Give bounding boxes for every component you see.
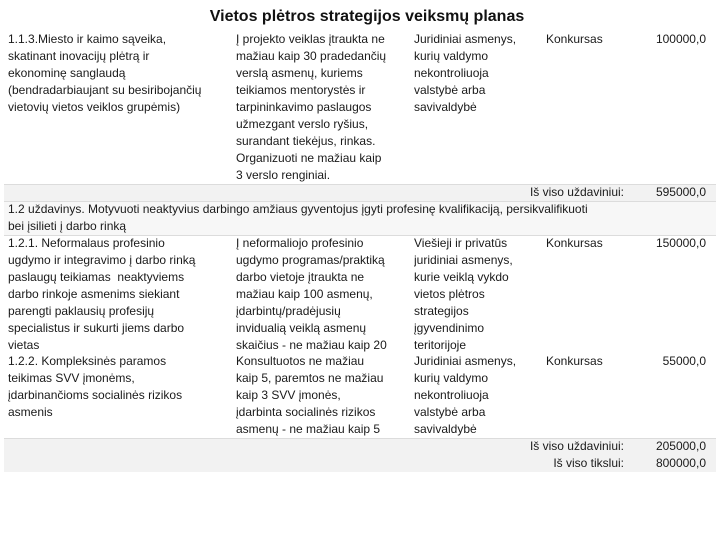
row-1-2-1-measure: 1.2.1. Neformalaus profesinio ugdymo ir integravimo į darbo rinką paslaugų teikiamas neaktyviems darbo rinkoje asmenims siekiant parengti paklausių profesijų specialistus ir sukurti jiems darbo vietas xyxy=(8,236,196,352)
row-1-1-3-indicator: Į projekto veiklas įtraukta ne mažiau kaip 30 pradedančių verslą asmenų, kuriems teikiamos mentorystės ir tarpininkavimo paslaugos užmezgant verslo ryšius, surandant tiekėjus, rinkas. Organizuoti ne mažiau kaip 3 verslo renginiai. xyxy=(236,32,387,182)
row-1-2-1-amount: 150000,0 xyxy=(655,236,706,250)
row-1-2-2-applicants: Juridiniai asmenys, kurių valdymo nekontroliuoja valstybė arba savivaldybė xyxy=(414,354,517,436)
total-label: Iš viso tikslui: xyxy=(553,456,624,470)
task-1-2-line-2: bei įsilieti į darbo rinką xyxy=(8,219,127,233)
page-title: Vietos plėtros strategijos veiksmų planas xyxy=(209,8,525,25)
total-value: 800000,0 xyxy=(655,456,706,470)
subtotal-2-value: 205000,0 xyxy=(655,439,706,453)
row-1-1-3-amount: 100000,0 xyxy=(655,32,706,46)
subtotal-2-label: Iš viso uždaviniui: xyxy=(529,439,624,453)
subtotal-1-label: Iš viso uždaviniui: xyxy=(529,185,624,199)
row-1-1-3-measure: 1.1.3.Miesto ir kaimo sąveika, skatinant inovacijų plėtrą ir ekonominę sanglaudą (bendradarbiaujant su besiribojančių vietovių vietos veiklos grupėmis) xyxy=(8,32,202,114)
row-1-2-1-indicator: Į neformaliojo profesinio ugdymo programas/praktiką darbo vietoje įtraukta ne mažiau kaip 100 asmenų, įdarbintų/pradėjusių invidualią veiklą asmenų skaičius - ne mažiau kaip 20 xyxy=(236,236,387,352)
subtotal-1-value: 595000,0 xyxy=(655,185,706,199)
row-1-2-2-measure: 1.2.2. Kompleksinės paramos teikimas SVV įmonėms, įdarbinančioms socialinės rizikos asmenis xyxy=(8,354,183,419)
row-1-2-1-applicants: Viešieji ir privatūs juridiniai asmenys, kurie veiklą vykdo vietos plėtros strategijos įgyvendinimo teritorijoje xyxy=(414,236,513,352)
row-1-2-2-indicator: Konsultuotos ne mažiau kaip 5, paremtos ne mažiau kaip 3 SVV įmonės, įdarbinta socialinės rizikos asmenų - ne mažiau kaip 5 xyxy=(236,354,384,436)
row-1-1-3-selection: Konkursas xyxy=(546,32,603,46)
task-1-2-line-1: 1.2 uždavinys. Motyvuoti neaktyvius darbingo amžiaus gyventojus įgyti profesinę kvalifikaciją, persikvalifikuoti xyxy=(8,202,588,216)
row-1-2-1-selection: Konkursas xyxy=(546,236,603,250)
row-1-1-3-applicants: Juridiniai asmenys, kurių valdymo nekontroliuoja valstybė arba savivaldybė xyxy=(414,32,517,114)
row-1-2-2-selection: Konkursas xyxy=(546,354,603,368)
row-1-2-2-amount: 55000,0 xyxy=(662,354,706,368)
